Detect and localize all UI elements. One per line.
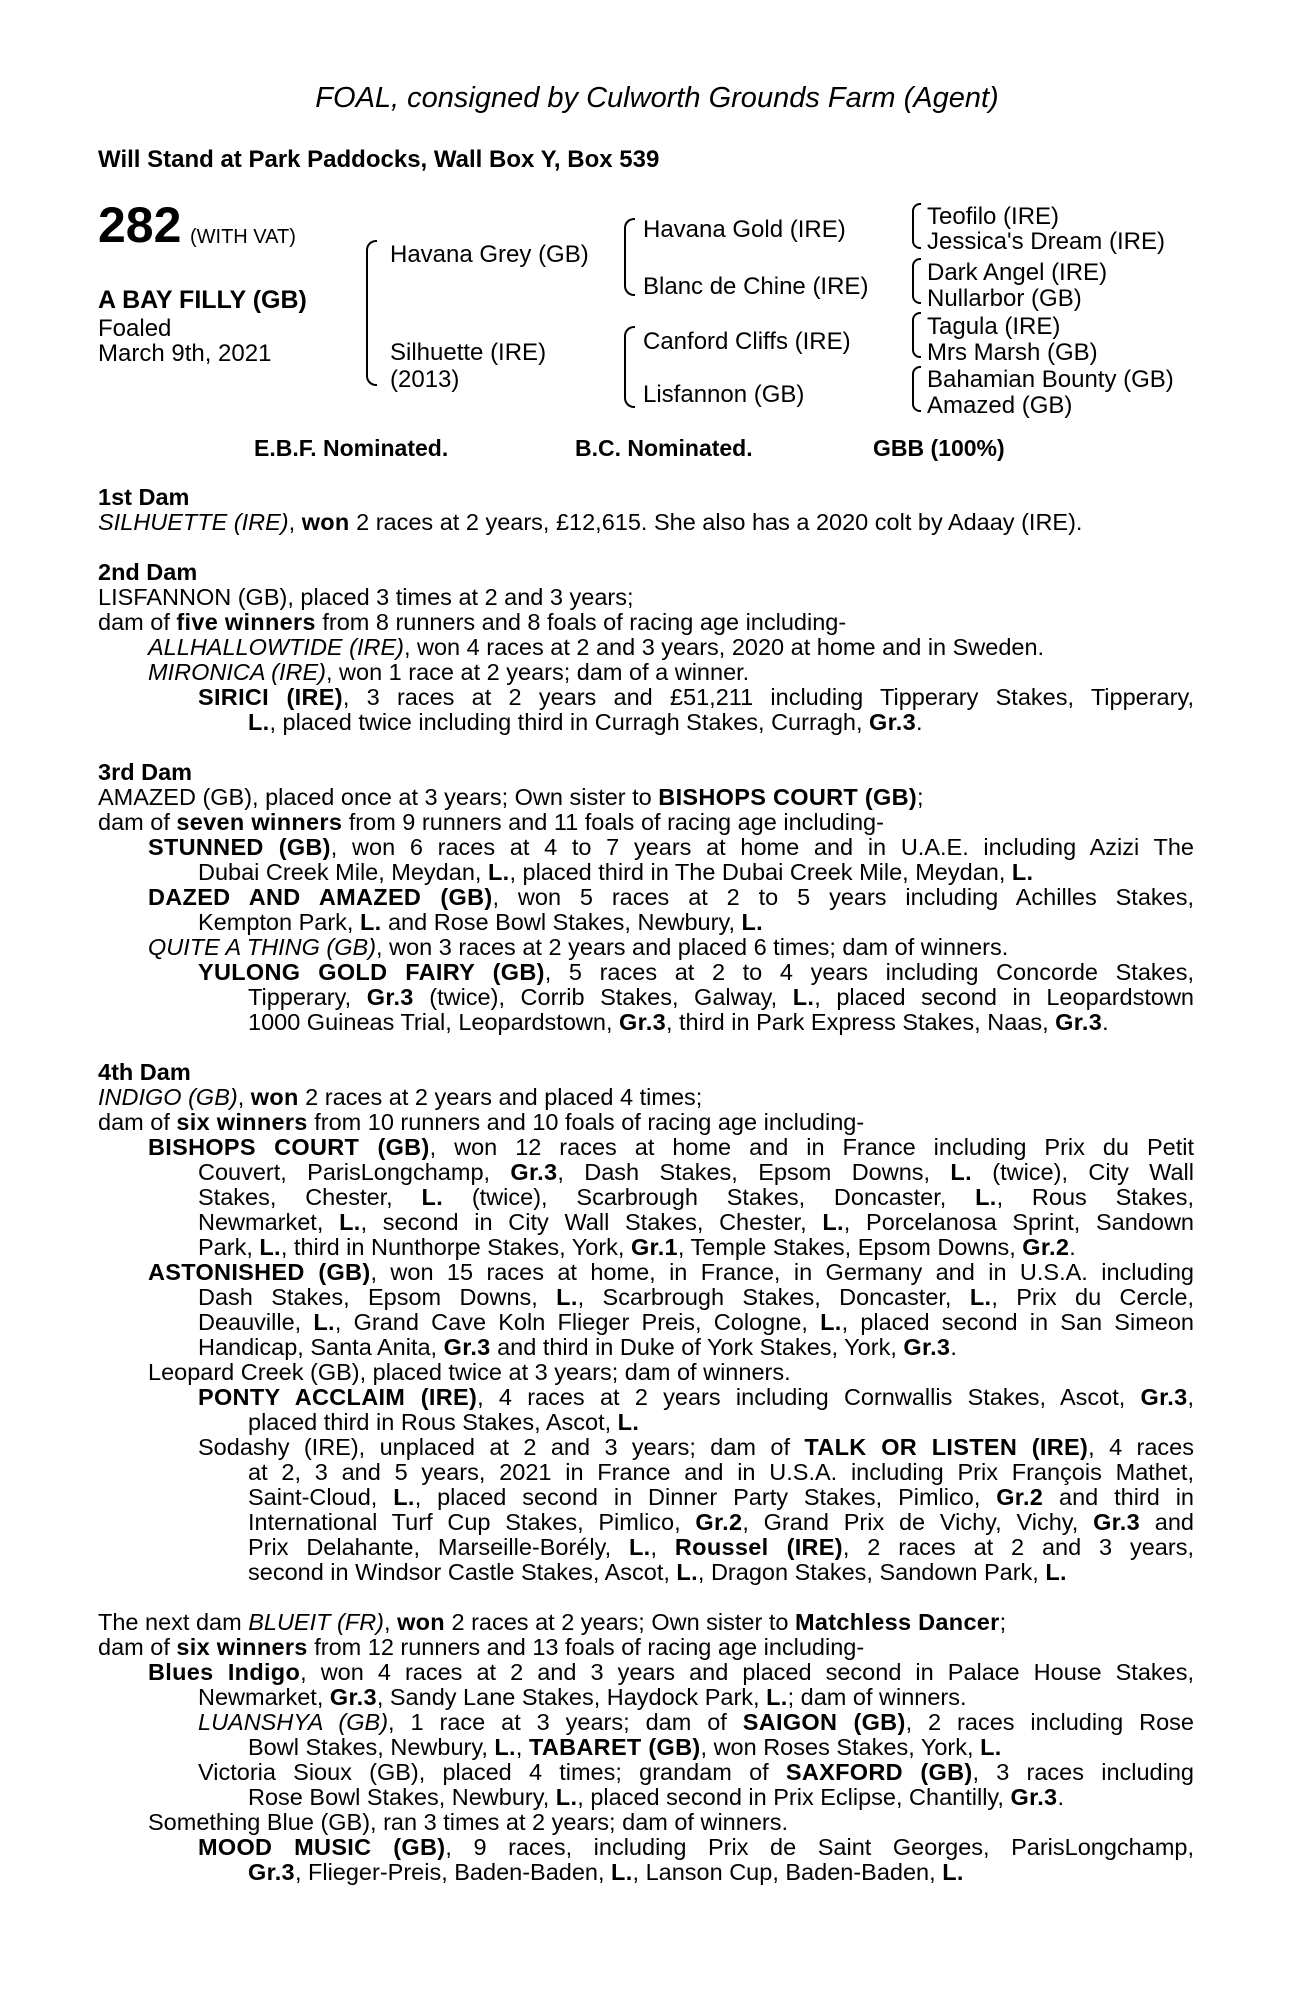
text: , Porcelanosa Sprint, Sandown	[843, 1209, 1195, 1235]
text: , 2 races at 2 and 3 years,	[842, 1534, 1194, 1560]
pedigree-brace	[912, 203, 921, 249]
pedigree-line	[98, 1560, 1194, 1585]
text: AMAZED (GB), placed once at 3 years; Own sister to	[98, 784, 659, 810]
bold-text: ASTONISHED (GB)	[148, 1259, 371, 1285]
text: .	[915, 709, 923, 735]
text: and third in Duke of York Stakes, York,	[490, 1334, 904, 1360]
italic-text: MIRONICA (IRE)	[148, 659, 326, 685]
text: Dubai Creek Mile, Meydan,	[198, 859, 488, 885]
bold-text: Gr.3	[329, 1684, 377, 1710]
bold-text: L.	[1045, 1559, 1067, 1585]
text: , Prix du Cercle,	[991, 1284, 1194, 1310]
pedigree-gg-5: Tagula (IRE)	[927, 313, 1061, 340]
text: , Dragon Stakes, Sandown Park,	[697, 1559, 1046, 1585]
pedigree-line	[98, 1610, 1194, 1635]
text: 2 races at 2 years; Own sister to	[444, 1609, 795, 1635]
text: , second in City Wall Stakes, Chester,	[360, 1209, 823, 1235]
pedigree-line	[98, 1785, 1194, 1810]
bold-text: L.	[629, 1534, 651, 1560]
text: 2 races at 2 years, £12,615. She also has a 2020 colt by Adaay (IRE).	[349, 509, 1083, 535]
pedigree-line	[98, 1235, 1194, 1260]
text: , Grand Prix de Vichy, Vichy,	[742, 1509, 1094, 1535]
pedigree-line	[98, 1810, 1194, 1835]
bold-text: L.	[1011, 859, 1034, 885]
text: dam of	[98, 1109, 177, 1135]
bold-text: L.	[617, 1409, 640, 1435]
text: , third in Park Express Stakes, Naas,	[665, 1009, 1056, 1035]
text: from 12 runners and 13 foals of racing age including-	[307, 1634, 865, 1660]
text: , placed twice including third in Curragh Stakes, Curragh,	[269, 709, 870, 735]
pedigree-line	[98, 810, 1194, 835]
bold-text: L.	[969, 1284, 992, 1310]
bold-text: L.	[676, 1559, 698, 1585]
vat-label: (WITH VAT)	[190, 226, 296, 248]
text: .	[1069, 1234, 1076, 1260]
text: , Sandy Lane Stakes, Haydock Park,	[376, 1684, 767, 1710]
text: .	[950, 1334, 957, 1360]
pedigree-gg-6: Mrs Marsh (GB)	[927, 339, 1098, 366]
text: , 4 races	[1088, 1434, 1194, 1460]
bold-text: Gr.3	[248, 1859, 295, 1885]
section-heading: 3rd Dam	[98, 759, 193, 785]
bold-text: L.	[248, 709, 270, 735]
text: ,	[237, 1084, 251, 1110]
text: Park,	[198, 1234, 260, 1260]
pedigree-line	[98, 1760, 1194, 1785]
pedigree-line	[98, 1510, 1194, 1535]
section-heading: 2nd Dam	[98, 559, 198, 585]
text: 1000 Guineas Trial, Leopardstown,	[248, 1009, 620, 1035]
text: , Grand Cave Koln Flieger Preis, Cologne,	[334, 1309, 821, 1335]
bold-text: won	[250, 1084, 299, 1110]
pedigree-brace	[624, 326, 635, 408]
text: , Lanson Cup, Baden-Baden,	[632, 1859, 943, 1885]
pedigree-line	[98, 510, 1194, 535]
bold-text: Gr.3	[366, 984, 414, 1010]
pedigree-brace	[624, 218, 635, 296]
bold-text: Gr.3	[1010, 1784, 1058, 1810]
bold-text: L.	[393, 1484, 415, 1510]
bold-text: L.	[741, 909, 763, 935]
text: , won 15 races at home, in France, in Germany and in U.S.A. including	[370, 1259, 1195, 1285]
pedigree-line	[98, 885, 1194, 910]
pedigree-line	[98, 685, 1194, 710]
pedigree-gg-7: Bahamian Bounty (GB)	[927, 366, 1174, 393]
stand-location: Will Stand at Park Paddocks, Wall Box Y, Box 539	[98, 146, 660, 173]
foaled-label: Foaled	[98, 315, 172, 342]
text: and third in	[1043, 1484, 1194, 1510]
bold-text: Gr.2	[996, 1484, 1044, 1510]
pedigree-line	[98, 1335, 1194, 1360]
bold-text: BISHOPS COURT (GB)	[148, 1134, 430, 1160]
text: Prix Delahante, Marseille-Borély,	[248, 1534, 629, 1560]
text: 2 races at 2 years and placed 4 times;	[298, 1084, 703, 1110]
text: , 5 races at 2 to 4 years including Concorde Stakes,	[544, 959, 1194, 985]
italic-text: INDIGO (GB)	[98, 1084, 238, 1110]
pedigree-line	[98, 910, 1194, 935]
pedigree-line	[98, 1260, 1194, 1285]
pedigree-sire-sire: Havana Gold (IRE)	[643, 216, 846, 243]
pedigree-gg-2: Jessica's Dream (IRE)	[927, 228, 1165, 255]
pedigree-line	[98, 1410, 1194, 1435]
text: ; dam of winners.	[787, 1684, 967, 1710]
pedigree-line	[98, 1485, 1194, 1510]
text: , 9 races, including Prix de Saint Georges, ParisLongchamp,	[445, 1834, 1194, 1860]
bold-text: BISHOPS COURT (GB)	[658, 784, 917, 810]
text: and Rose Bowl Stakes, Newbury,	[381, 909, 742, 935]
text: from 9 runners and 11 foals of racing age including-	[342, 809, 884, 835]
text: (twice), City Wall	[971, 1159, 1194, 1185]
pedigree-gg-1: Teofilo (IRE)	[927, 203, 1060, 230]
pedigree-line	[98, 1710, 1194, 1735]
text: , Rous Stakes,	[996, 1184, 1194, 1210]
pedigree-brace	[912, 366, 921, 412]
pedigree-brace	[912, 258, 921, 304]
text: , Flieger-Preis, Baden-Baden,	[294, 1859, 612, 1885]
text: Dash Stakes, Epsom Downs,	[198, 1284, 557, 1310]
text: Newmarket,	[198, 1209, 340, 1235]
text: second in Windsor Castle Stakes, Ascot,	[248, 1559, 677, 1585]
bold-text: MOOD MUSIC (GB)	[198, 1834, 446, 1860]
pedigree-line	[98, 960, 1194, 985]
pedigree-line	[98, 1285, 1194, 1310]
text: ,	[384, 1609, 398, 1635]
bold-text: Gr.3	[1055, 1009, 1103, 1035]
bold-text: L.	[259, 1234, 281, 1260]
text: at 2, 3 and 5 years, 2021 in France and in U.S.A. including Prix François Mathet,	[248, 1459, 1194, 1485]
text: , third in Nunthorpe Stakes, York,	[280, 1234, 631, 1260]
text: Something Blue (GB), ran 3 times at 2 years; dam of winners.	[148, 1809, 788, 1835]
text: , won 4 races at 2 and 3 years, 2020 at home and in Sweden.	[403, 634, 1045, 660]
section-heading: 1st Dam	[98, 484, 190, 510]
bold-text: L.	[487, 859, 510, 885]
italic-text: LUANSHYA (GB)	[198, 1709, 389, 1735]
text: , placed second in Dinner Party Stakes, Pimlico,	[414, 1484, 997, 1510]
text: ,	[1187, 1384, 1194, 1410]
text: , won 4 races at 2 and 3 years and placed second in Palace House Stakes,	[300, 1659, 1195, 1685]
pedigree-dam: Silhuette (IRE)	[390, 339, 547, 366]
text: (twice), Scarbrough Stakes, Doncaster,	[443, 1184, 976, 1210]
text: Tipperary,	[248, 984, 367, 1010]
ebf-nomination: E.B.F. Nominated.	[254, 435, 449, 461]
section-heading: 4th Dam	[98, 1059, 191, 1085]
pedigree-sire-dam: Blanc de Chine (IRE)	[643, 273, 869, 300]
pedigree-line	[98, 585, 1194, 610]
bold-text: Gr.3	[619, 1009, 666, 1035]
text: , won 5 races at 2 to 5 years including Achilles Stakes,	[492, 884, 1194, 910]
bold-text: Gr.3	[869, 709, 916, 735]
text: , Scarbrough Stakes, Doncaster,	[577, 1284, 970, 1310]
bold-text: TALK OR LISTEN (IRE)	[804, 1434, 1089, 1460]
text: (twice), Corrib Stakes, Galway,	[413, 984, 793, 1010]
bold-text: STUNNED (GB)	[148, 834, 331, 860]
pedigree-dam-sire: Canford Cliffs (IRE)	[643, 328, 851, 355]
text: Handicap, Santa Anita,	[198, 1334, 444, 1360]
bold-text: Gr.3	[1140, 1384, 1188, 1410]
text: , won 1 race at 2 years; dam of a winner.	[325, 659, 750, 685]
bc-nomination: B.C. Nominated.	[575, 435, 753, 461]
pedigree-line	[98, 1185, 1194, 1210]
text: , Dash Stakes, Epsom Downs,	[557, 1159, 951, 1185]
bold-text: Blues Indigo	[148, 1659, 301, 1685]
pedigree-gg-8: Amazed (GB)	[927, 392, 1073, 419]
text: , 4 races at 2 years including Cornwallis Stakes, Ascot,	[477, 1384, 1141, 1410]
text: Stakes, Chester,	[198, 1184, 422, 1210]
page-title: FOAL, consigned by Culworth Grounds Farm (Agent)	[315, 82, 999, 114]
text: ,	[515, 1734, 529, 1760]
pedigree-line	[98, 1210, 1194, 1235]
pedigree-line	[98, 1635, 1194, 1660]
italic-text: SILHUETTE (IRE)	[98, 509, 289, 535]
pedigree-line	[98, 1660, 1194, 1685]
pedigree-line	[98, 860, 1194, 885]
pedigree-line	[98, 1110, 1194, 1135]
text: , Temple Stakes, Epsom Downs,	[677, 1234, 1023, 1260]
bold-text: won	[301, 509, 350, 535]
bold-text: Gr.3	[1093, 1509, 1141, 1535]
text: ;	[999, 1609, 1007, 1635]
text: Leopard Creek (GB), placed twice at 3 years; dam of winners.	[148, 1359, 791, 1385]
bold-text: L.	[975, 1184, 997, 1210]
bold-text: L.	[792, 984, 815, 1010]
pedigree-sire: Havana Grey (GB)	[390, 241, 589, 268]
gbb-status: GBB (100%)	[873, 435, 1005, 461]
text: dam of	[98, 609, 177, 635]
section-gap	[98, 735, 1194, 760]
bold-text: Gr.3	[510, 1159, 558, 1185]
text: Bowl Stakes, Newbury,	[248, 1734, 495, 1760]
bold-text: L.	[494, 1734, 516, 1760]
bold-text: six winners	[176, 1109, 308, 1135]
text: ;	[916, 784, 924, 810]
section-gap	[98, 1035, 1194, 1060]
lot-description: A BAY FILLY (GB)	[98, 286, 307, 314]
text: , 2 races including Rose	[905, 1709, 1194, 1735]
bold-text: TABARET (GB)	[528, 1734, 701, 1760]
bold-text: Gr.3	[903, 1334, 951, 1360]
lot-number: 282	[98, 197, 182, 253]
bold-text: won	[397, 1609, 445, 1635]
pedigree-line	[98, 785, 1194, 810]
text: International Turf Cup Stakes, Pimlico,	[248, 1509, 696, 1535]
text: .	[1102, 1009, 1109, 1035]
text: and	[1140, 1509, 1194, 1535]
text: , placed second in Prix Eclipse, Chantilly,	[577, 1784, 1011, 1810]
pedigree-line	[98, 635, 1194, 660]
pedigree-line	[98, 1735, 1194, 1760]
pedigree-line	[98, 660, 1194, 685]
text: Saint-Cloud,	[248, 1484, 394, 1510]
bold-text: L.	[766, 1684, 788, 1710]
pedigree-line	[98, 1310, 1194, 1335]
bold-text: DAZED AND AMAZED (GB)	[148, 884, 493, 910]
bold-text: L.	[421, 1184, 444, 1210]
pedigree-line	[98, 1435, 1194, 1460]
bold-text: SIRICI (IRE)	[198, 684, 343, 710]
text: Sodashy (IRE), unplaced at 2 and 3 years; dam of	[198, 1434, 805, 1460]
pedigree-line	[98, 1160, 1194, 1185]
text: LISFANNON (GB), placed 3 times at 2 and 3 years;	[98, 584, 634, 610]
section-gap	[98, 1585, 1194, 1610]
pedigree-notes	[98, 485, 1194, 1885]
text: from 10 runners and 10 foals of racing age including-	[307, 1109, 865, 1135]
italic-text: ALLHALLOWTIDE (IRE)	[148, 634, 404, 660]
pedigree-line	[98, 1460, 1194, 1485]
text: ,	[650, 1534, 675, 1560]
pedigree-line	[98, 1535, 1194, 1560]
bold-text: five winners	[176, 609, 316, 635]
pedigree-line	[98, 1085, 1194, 1110]
pedigree-brace	[912, 312, 921, 358]
pedigree-dam-dam: Lisfannon (GB)	[643, 381, 805, 408]
bold-text: L.	[359, 909, 382, 935]
pedigree-line	[98, 985, 1194, 1010]
pedigree-line	[98, 1685, 1194, 1710]
bold-text: L.	[556, 1284, 578, 1310]
bold-text: Gr.1	[630, 1234, 678, 1260]
bold-text: L.	[555, 1784, 578, 1810]
bold-text: seven winners	[176, 809, 343, 835]
pedigree-line	[98, 610, 1194, 635]
text: , placed second in Leopardstown	[814, 984, 1194, 1010]
pedigree-line	[98, 1860, 1194, 1885]
italic-text: BLUEIT (FR)	[248, 1609, 384, 1635]
text: Victoria Sioux (GB), placed 4 times; grandam of	[198, 1759, 786, 1785]
foaled-date: March 9th, 2021	[98, 340, 272, 367]
text: Rose Bowl Stakes, Newbury,	[248, 1784, 556, 1810]
bold-text: SAXFORD (GB)	[785, 1759, 973, 1785]
text: Deauville,	[198, 1309, 314, 1335]
bold-text: L.	[820, 1309, 842, 1335]
bold-text: L.	[822, 1209, 844, 1235]
bold-text: Gr.2	[695, 1509, 743, 1535]
bold-text: PONTY ACCLAIM (IRE)	[198, 1384, 478, 1410]
text: dam of	[98, 809, 177, 835]
section-gap	[98, 535, 1194, 560]
text: dam of	[98, 1634, 177, 1660]
text: , won 12 races at home and in France including Prix du Petit	[429, 1134, 1194, 1160]
bold-text: L.	[950, 1159, 972, 1185]
bold-text: L.	[611, 1859, 633, 1885]
text: , 3 races at 2 years and £51,211 including Tipperary Stakes, Tipperary,	[342, 684, 1194, 710]
bold-text: six winners	[176, 1634, 308, 1660]
pedigree-line	[98, 835, 1194, 860]
text: , won 6 races at 4 to 7 years at home and in U.A.E. including Azizi The	[330, 834, 1194, 860]
bold-text: L.	[339, 1209, 361, 1235]
bold-text: L.	[980, 1734, 1002, 1760]
text: Couvert, ParisLongchamp,	[198, 1159, 511, 1185]
text: , placed third in The Dubai Creek Mile, Meydan,	[509, 859, 1012, 885]
text: placed third in Rous Stakes, Ascot,	[248, 1409, 618, 1435]
pedigree-gg-3: Dark Angel (IRE)	[927, 259, 1108, 286]
pedigree-line	[98, 1135, 1194, 1160]
pedigree-line	[98, 1010, 1194, 1035]
text: , won 3 races at 2 years and placed 6 times; dam of winners.	[376, 934, 1009, 960]
bold-text: SAIGON (GB)	[742, 1709, 906, 1735]
bold-text: L.	[942, 1859, 964, 1885]
bold-text: Matchless Dancer	[794, 1609, 1000, 1635]
text: , won Roses Stakes, York,	[700, 1734, 981, 1760]
text: .	[1057, 1784, 1064, 1810]
pedigree-line	[98, 710, 1194, 735]
text: , 3 races including	[972, 1759, 1194, 1785]
text: Kempton Park,	[198, 909, 360, 935]
pedigree-gg-4: Nullarbor (GB)	[927, 285, 1082, 312]
bold-text: Gr.2	[1022, 1234, 1070, 1260]
text: ,	[288, 509, 302, 535]
pedigree-dam-year: (2013)	[390, 366, 460, 393]
bold-text: L.	[313, 1309, 335, 1335]
pedigree-line	[98, 1835, 1194, 1860]
bold-text: Roussel (IRE)	[674, 1534, 843, 1560]
text: , placed second in San Simeon	[841, 1309, 1194, 1335]
text: , 1 race at 3 years; dam of	[388, 1709, 743, 1735]
pedigree-line	[98, 1360, 1194, 1385]
italic-text: QUITE A THING (GB)	[148, 934, 377, 960]
bold-text: Gr.3	[443, 1334, 491, 1360]
text: from 8 runners and 8 foals of racing age including-	[315, 609, 847, 635]
text: Newmarket,	[198, 1684, 330, 1710]
pedigree-line	[98, 1385, 1194, 1410]
text: The next dam	[98, 1609, 249, 1635]
pedigree-line	[98, 935, 1194, 960]
bold-text: YULONG GOLD FAIRY (GB)	[198, 959, 545, 985]
pedigree-brace	[366, 240, 377, 386]
